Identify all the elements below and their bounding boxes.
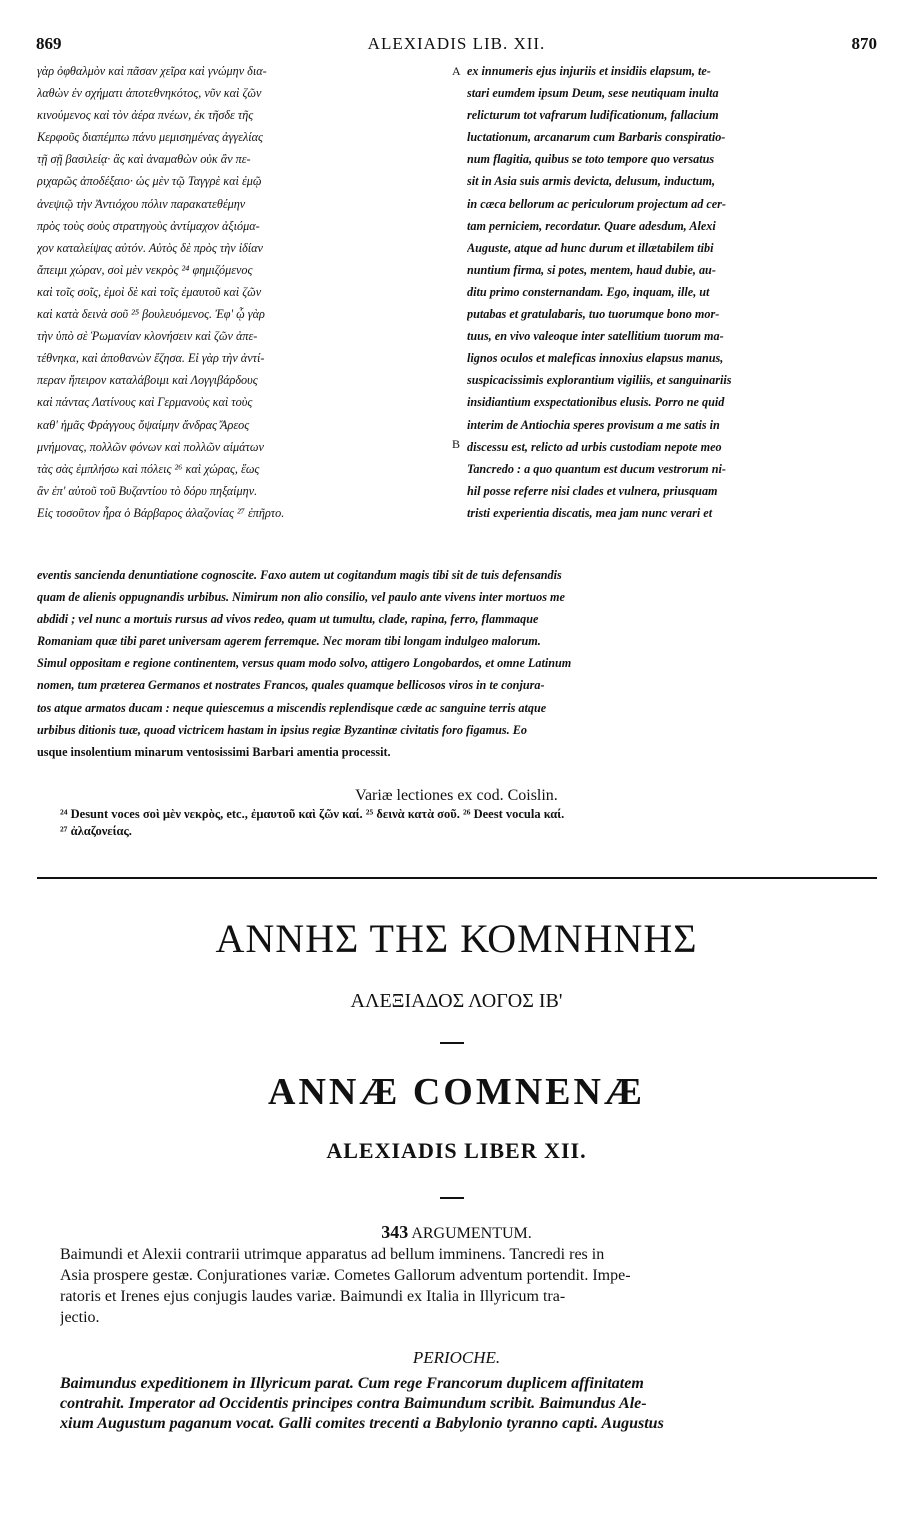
greek-line: καὶ τοῖς σοῖς, ἐμοὶ δὲ καὶ τοῖς ἐμαυτοῦ καὶ ζῶν: [37, 284, 262, 299]
latin-line: ditu primo consternandam. Ego, inquam, ille, ut: [467, 284, 710, 299]
greek-line: ἂν ἐπ' αὐτοῦ τοῦ Βυζαντίου τὸ δόρυ πηξαίμην.: [37, 483, 258, 498]
argumentum-line: ratoris et Irenes ejus conjugis laudes variæ. Baimundi ex Italia in Illyricum tra-: [60, 1288, 566, 1305]
latin-full-width-text: [37, 564, 877, 763]
greek-line: καὶ κατὰ δεινὰ σοῦ ²⁵ βουλευόμενος. Ἐφ' ᾧ γὰρ: [37, 307, 265, 322]
argumentum-text: [60, 1244, 880, 1328]
greek-line: τὴν ὑπὸ σὲ Ῥωμανίαν κλονήσειν καὶ ζῶν ἀπε-: [37, 329, 258, 344]
argumentum-line: jectio.: [60, 1309, 100, 1326]
latin-line: lignos oculos et maleficas innoxius elapsus manus,: [467, 351, 724, 366]
short-divider: [440, 1197, 464, 1199]
page-number-left: 869: [36, 34, 62, 53]
latin-line: tam perniciem, recordatur. Quare adesdum, Alexi: [467, 218, 716, 233]
greek-line: καὶ πάντας Λατίνους καὶ Γερμανοὺς καὶ τοὺς: [37, 395, 253, 410]
greek-line: καθ' ἡμᾶς Φράγγους ὄψαίμην ἄνδρας Ἄρεος: [37, 417, 250, 432]
latin-line: insidiantium exspectationibus elusis. Porro ne quid: [467, 395, 725, 410]
latin-line: Romaniam quæ tibi paret universam agerem ferremque. Nec moram tibi longam indulgeo malorum.: [37, 634, 541, 649]
latin-line: sit in Asia suis armis devicta, delusum, inductum,: [467, 174, 716, 189]
variae-lectiones-notes: [60, 806, 880, 840]
perioche-line: xium Augustum paganum vocat. Galli comites trecenti a Babylonio tyranno capti. Augustus: [60, 1415, 664, 1432]
perioche-line: contrahit. Imperator ad Occidentis principes contra Baimundum scribit. Baimundus Ale-: [60, 1395, 647, 1412]
perioche-heading: PERIOCHE.: [412, 1348, 501, 1367]
latin-line: nomen, tum præterea Germanos et nostrates Francos, quales quamque bellicosos viros in te conjura-: [37, 678, 545, 693]
argumentum-title: ARGUMENTUM.: [411, 1225, 532, 1242]
greek-line: ἀνεψιῷ τὴν Ἀντιόχου πόλιν παρακατεθέμην: [37, 196, 246, 211]
latin-line: tuus, en vivo valeoque inter satellitium tuorum ma-: [467, 329, 724, 344]
latin-line: suspicacissimis explorantium vigiliis, et sanguinariis: [467, 373, 732, 388]
latin-line: nuntium firma, si potes, mentem, haud dubie, au-: [467, 262, 716, 277]
latin-line: luctationum, arcanarum cum Barbaris conspiratio-: [467, 130, 726, 145]
greek-line: τὰς σὰς ἐμπλήσω καὶ πόλεις ²⁶ καὶ χώρας, ἕως: [37, 461, 260, 476]
latin-book-title: ANNÆ COMNENÆ: [268, 1071, 645, 1113]
margin-letter-b: B: [452, 437, 461, 451]
footnote-line: ²⁴ Desunt voces σοὶ μὲν νεκρὸς, etc., ἐμαυτοῦ καὶ ζῶν καί. ²⁵ δεινὰ κατὰ σοῦ. ²⁶ Deest vocula καί.: [60, 807, 565, 821]
greek-line: γὰρ ὀφθαλμὸν καὶ πᾶσαν χεῖρα καὶ γνώμην δια-: [37, 64, 267, 78]
greek-line: περαν ἤπειρον καταλάβοιμι καὶ Λογγιβάρδους: [37, 373, 258, 388]
page-number-right: 870: [851, 34, 877, 53]
greek-text-column: [37, 60, 455, 524]
latin-line: discessu est, relicto ad urbis custodiam nepote meo: [467, 439, 722, 454]
latin-line: putabas et gratulabaris, tuo tuorumque bono mor-: [467, 307, 720, 322]
latin-line: hil posse referre nisi clades et vulnera, priusquam: [467, 483, 718, 498]
latin-line: tristi experientia discatis, mea jam nunc verari et: [467, 505, 713, 520]
running-header: [36, 34, 877, 58]
greek-line: Κερφοῦς διαπέμπω πάνυ μεμισημένας ἀγγελίας: [37, 130, 263, 145]
latin-line: Simul oppositam e regione continentem, versus quam modo solvo, attigero Longobardos, et omne Latinum: [37, 656, 572, 671]
running-title: ALEXIADIS LIB. XII.: [367, 34, 546, 53]
latin-book-subtitle: ALEXIADIS LIBER XII.: [326, 1138, 587, 1163]
latin-text-column: [467, 60, 879, 524]
footnote-line: ²⁷ ἀλαζονείας.: [60, 824, 132, 838]
greek-line: τῇ σῇ βασιλείᾳ· ἃς καὶ ἀναμαθὼν οὐκ ἂν πε-: [37, 152, 251, 167]
latin-line: ex innumeris ejus injuriis et insidiis elapsum, te-: [467, 64, 711, 78]
section-divider: [37, 877, 877, 879]
greek-line: πρὸς τοὺς σοὺς στρατηγοὺς ἀντίμαχον ἀξιόμα-: [37, 218, 260, 233]
latin-line: usque insolentium minarum ventosissimi Barbari amentia processit.: [37, 744, 391, 759]
latin-line: interim de Antiochia speres provisum a me satis in: [467, 417, 720, 432]
greek-line: κινούμενος καὶ τὸν ἀέρα πνέων, ἐκ τῆσδε τῆς: [37, 108, 254, 123]
latin-line: in cæca bellorum ac periculorum projectum ad cer-: [467, 196, 726, 211]
greek-line: ριχαρῶς ἀποδέξαιο· ὡς μὲν τῷ Ταγγρὲ καὶ ἐμῷ: [37, 174, 262, 189]
argumentum-heading: [0, 1222, 913, 1243]
greek-book-subtitle: ΑΛΕΞΙΑΔΟΣ ΛΟΓΟΣ ΙΒ': [350, 990, 563, 1012]
margin-letter-a: A: [452, 64, 461, 78]
greek-line: λαθὼν ἐν σχήματι ἀποτεθνηκότος, νῦν καὶ ζῶν: [37, 86, 262, 101]
latin-line: urbibus ditionis tuæ, quoad victricem hastam in ipsius regiæ Byzantinæ civitatis foro figamus. Eo: [37, 722, 527, 737]
perioche-text: [60, 1374, 880, 1434]
greek-line: μνήμονας, πολλῶν φόνων καὶ πολλῶν αἱμάτων: [37, 439, 264, 454]
greek-line: τέθνηκα, καὶ ἀποθανὼν ἔζησα. Εἰ γὰρ τὴν ἀντί-: [37, 351, 265, 366]
column-number: 343: [381, 1222, 409, 1242]
argumentum-line: Baimundi et Alexii contrarii utrimque apparatus ad bellum imminens. Tancredi res in: [60, 1246, 605, 1263]
argumentum-line: Asia prospere gestæ. Conjurationes variæ. Cometes Gallorum adventum portendit. Impe-: [60, 1267, 631, 1284]
short-divider: [440, 1042, 464, 1044]
latin-line: quam de alienis oppugnandis urbibus. Nimirum non alio consilio, vel paulo ante vivens inter mortuos me: [37, 590, 565, 605]
latin-line: stari eumdem ipsum Deum, sese neutiquam inulta: [467, 86, 719, 101]
variae-lectiones-title: Variæ lectiones ex cod. Coislin.: [355, 787, 558, 804]
latin-line: num flagitia, quibus se toto tempore quo versatus: [467, 152, 715, 167]
latin-line: Auguste, atque ad hunc durum et illætabilem tibi: [467, 240, 714, 255]
greek-line: Εἰς τοσοῦτον ἦρα ὁ Βάρβαρος ἀλαζονίας ²⁷ ἐπῆρτο.: [37, 505, 285, 520]
greek-line: χον καταλείψας αὐτόν. Αὐτὸς δὲ πρὸς τὴν ἰδίαν: [37, 240, 263, 255]
greek-book-title: ΑΝΝΗΣ ΤΗΣ ΚΟΜΝΗΝΗΣ: [215, 916, 698, 961]
latin-line: Tancredo : a quo quantum est ducum vestrorum ni-: [467, 461, 726, 476]
greek-line: ἄπειμι χώραν, σοὶ μὲν νεκρὸς ²⁴ φημιζόμενος: [37, 262, 253, 277]
latin-line: relicturum tot vafrarum ludificationum, fallacium: [467, 108, 719, 123]
latin-line: abdidi ; vel nunc a mortuis rursus ad vivos redeo, quam ut tumultu, clade, rapina, ferro, flammaque: [37, 612, 539, 627]
perioche-line: Baimundus expeditionem in Illyricum parat. Cum rege Francorum duplicem affinitatem: [60, 1375, 644, 1392]
latin-line: tos atque armatos ducam : neque quiescemus a miscendis replendisque cæde ac sanguine terris atque: [37, 700, 547, 715]
latin-line: eventis sancienda denuntiatione cognoscite. Faxo autem ut cogitandum magis tibi sit de tuis defensandis: [37, 568, 562, 582]
